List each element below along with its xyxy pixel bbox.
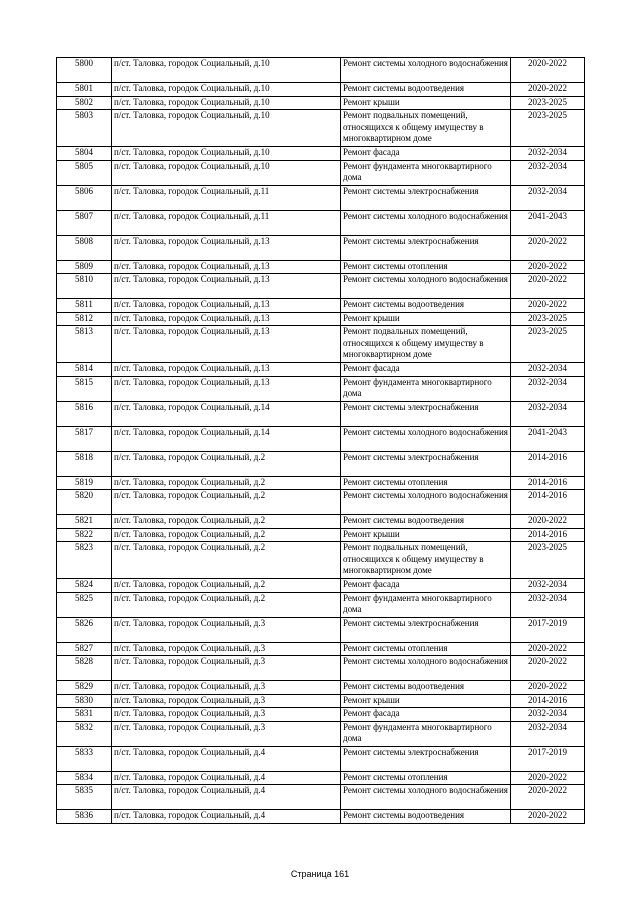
row-number-cell: 5802 (57, 96, 112, 110)
row-number-cell: 5820 (57, 490, 112, 515)
work-type-cell: Ремонт системы электроснабжения (341, 451, 511, 476)
address-cell: п/ст. Таловка, городок Социальный, д.4 (112, 810, 341, 824)
period-cell: 2032-2034 (511, 579, 585, 593)
address-cell: п/ст. Таловка, городок Социальный, д.2 (112, 490, 341, 515)
period-cell: 2032-2034 (511, 376, 585, 401)
row-number-cell: 5833 (57, 746, 112, 771)
period-cell: 2020-2022 (511, 656, 585, 681)
row-number-cell: 5818 (57, 451, 112, 476)
table-row (57, 592, 585, 617)
work-type-cell: Ремонт системы электроснабжения (341, 235, 511, 260)
row-number-cell: 5825 (57, 592, 112, 617)
period-cell: 2014-2016 (511, 528, 585, 542)
row-number-cell: 5829 (57, 681, 112, 695)
work-type-cell: Ремонт системы электроснабжения (341, 185, 511, 210)
table-row (57, 426, 585, 451)
period-cell: 2023-2025 (511, 110, 585, 147)
row-number-cell: 5827 (57, 642, 112, 656)
row-number-cell: 5835 (57, 785, 112, 810)
address-cell: п/ст. Таловка, городок Социальный, д.2 (112, 542, 341, 579)
work-type-cell: Ремонт системы электроснабжения (341, 746, 511, 771)
row-number-cell: 5812 (57, 312, 112, 326)
work-type-cell: Ремонт крыши (341, 312, 511, 326)
period-cell: 2032-2034 (511, 721, 585, 746)
row-number-cell: 5830 (57, 694, 112, 708)
work-type-cell: Ремонт системы холодного водоснабжения (341, 785, 511, 810)
period-cell: 2023-2025 (511, 312, 585, 326)
address-cell: п/ст. Таловка, городок Социальный, д.3 (112, 721, 341, 746)
work-type-cell: Ремонт крыши (341, 96, 511, 110)
work-type-cell: Ремонт подвальных помещений, относящихся к общему имуществу в многоквартирном доме (341, 542, 511, 579)
row-number-cell: 5805 (57, 160, 112, 185)
period-cell: 2014-2016 (511, 476, 585, 490)
row-number-cell: 5819 (57, 476, 112, 490)
table-row (57, 694, 585, 708)
work-type-cell: Ремонт системы отопления (341, 642, 511, 656)
work-type-cell: Ремонт фасада (341, 579, 511, 593)
table-row (57, 528, 585, 542)
address-cell: п/ст. Таловка, городок Социальный, д.10 (112, 160, 341, 185)
table-body (57, 58, 585, 824)
table-row (57, 771, 585, 785)
table-row (57, 274, 585, 299)
address-cell: п/ст. Таловка, городок Социальный, д.10 (112, 96, 341, 110)
address-cell: п/ст. Таловка, городок Социальный, д.11 (112, 185, 341, 210)
period-cell: 2032-2034 (511, 147, 585, 161)
table-row (57, 810, 585, 824)
address-cell: п/ст. Таловка, городок Социальный, д.13 (112, 260, 341, 274)
table-row (57, 83, 585, 97)
table-row (57, 160, 585, 185)
row-number-cell: 5834 (57, 771, 112, 785)
work-type-cell: Ремонт системы водоотведения (341, 515, 511, 529)
table-row (57, 96, 585, 110)
period-cell: 2020-2022 (511, 515, 585, 529)
table-row (57, 312, 585, 326)
row-number-cell: 5814 (57, 363, 112, 377)
work-type-cell: Ремонт фундамента многоквартирного дома (341, 592, 511, 617)
period-cell: 2023-2025 (511, 542, 585, 579)
work-type-cell: Ремонт системы отопления (341, 260, 511, 274)
address-cell: п/ст. Таловка, городок Социальный, д.3 (112, 681, 341, 695)
work-type-cell: Ремонт подвальных помещений, относящихся к общему имуществу в многоквартирном доме (341, 110, 511, 147)
table-row (57, 210, 585, 235)
period-cell: 2020-2022 (511, 260, 585, 274)
period-cell: 2017-2019 (511, 746, 585, 771)
work-type-cell: Ремонт фундамента многоквартирного дома (341, 160, 511, 185)
period-cell: 2014-2016 (511, 490, 585, 515)
row-number-cell: 5807 (57, 210, 112, 235)
row-number-cell: 5813 (57, 326, 112, 363)
work-type-cell: Ремонт системы водоотведения (341, 299, 511, 313)
work-type-cell: Ремонт крыши (341, 694, 511, 708)
period-cell: 2014-2016 (511, 451, 585, 476)
address-cell: п/ст. Таловка, городок Социальный, д.13 (112, 235, 341, 260)
table-row (57, 401, 585, 426)
period-cell: 2023-2025 (511, 326, 585, 363)
table-row (57, 326, 585, 363)
table-row (57, 515, 585, 529)
period-cell: 2020-2022 (511, 681, 585, 695)
table-row (57, 681, 585, 695)
table-row (57, 490, 585, 515)
period-cell: 2020-2022 (511, 810, 585, 824)
work-type-cell: Ремонт системы холодного водоснабжения (341, 490, 511, 515)
work-type-cell: Ремонт системы холодного водоснабжения (341, 656, 511, 681)
address-cell: п/ст. Таловка, городок Социальный, д.13 (112, 299, 341, 313)
address-cell: п/ст. Таловка, городок Социальный, д.13 (112, 326, 341, 363)
work-type-cell: Ремонт крыши (341, 528, 511, 542)
period-cell: 2032-2034 (511, 708, 585, 722)
row-number-cell: 5800 (57, 58, 112, 83)
table-row (57, 363, 585, 377)
address-cell: п/ст. Таловка, городок Социальный, д.13 (112, 363, 341, 377)
period-cell: 2020-2022 (511, 83, 585, 97)
row-number-cell: 5832 (57, 721, 112, 746)
address-cell: п/ст. Таловка, городок Социальный, д.2 (112, 592, 341, 617)
table-row (57, 451, 585, 476)
address-cell: п/ст. Таловка, городок Социальный, д.3 (112, 694, 341, 708)
period-cell: 2041-2043 (511, 426, 585, 451)
address-cell: п/ст. Таловка, городок Социальный, д.4 (112, 771, 341, 785)
period-cell: 2020-2022 (511, 58, 585, 83)
row-number-cell: 5824 (57, 579, 112, 593)
address-cell: п/ст. Таловка, городок Социальный, д.11 (112, 210, 341, 235)
period-cell: 2032-2034 (511, 401, 585, 426)
row-number-cell: 5828 (57, 656, 112, 681)
table-row (57, 110, 585, 147)
row-number-cell: 5823 (57, 542, 112, 579)
address-cell: п/ст. Таловка, городок Социальный, д.10 (112, 110, 341, 147)
work-type-cell: Ремонт системы водоотведения (341, 681, 511, 695)
work-type-cell: Ремонт фундамента многоквартирного дома (341, 721, 511, 746)
row-number-cell: 5808 (57, 235, 112, 260)
row-number-cell: 5804 (57, 147, 112, 161)
period-cell: 2032-2034 (511, 363, 585, 377)
row-number-cell: 5801 (57, 83, 112, 97)
work-type-cell: Ремонт подвальных помещений, относящихся к общему имуществу в многоквартирном доме (341, 326, 511, 363)
address-cell: п/ст. Таловка, городок Социальный, д.2 (112, 476, 341, 490)
row-number-cell: 5826 (57, 617, 112, 642)
address-cell: п/ст. Таловка, городок Социальный, д.2 (112, 451, 341, 476)
work-type-cell: Ремонт системы холодного водоснабжения (341, 210, 511, 235)
table-row (57, 785, 585, 810)
row-number-cell: 5809 (57, 260, 112, 274)
work-type-cell: Ремонт системы холодного водоснабжения (341, 58, 511, 83)
work-type-cell: Ремонт системы отопления (341, 771, 511, 785)
period-cell: 2020-2022 (511, 274, 585, 299)
table-row (57, 721, 585, 746)
address-cell: п/ст. Таловка, городок Социальный, д.2 (112, 579, 341, 593)
work-type-cell: Ремонт системы электроснабжения (341, 401, 511, 426)
row-number-cell: 5821 (57, 515, 112, 529)
address-cell: п/ст. Таловка, городок Социальный, д.13 (112, 274, 341, 299)
address-cell: п/ст. Таловка, городок Социальный, д.14 (112, 401, 341, 426)
table-row (57, 260, 585, 274)
address-cell: п/ст. Таловка, городок Социальный, д.2 (112, 515, 341, 529)
table-row (57, 476, 585, 490)
period-cell: 2020-2022 (511, 235, 585, 260)
period-cell: 2020-2022 (511, 785, 585, 810)
period-cell: 2020-2022 (511, 771, 585, 785)
work-type-cell: Ремонт фасада (341, 147, 511, 161)
address-cell: п/ст. Таловка, городок Социальный, д.3 (112, 642, 341, 656)
period-cell: 2020-2022 (511, 642, 585, 656)
table-row (57, 617, 585, 642)
row-number-cell: 5822 (57, 528, 112, 542)
table-row (57, 642, 585, 656)
work-type-cell: Ремонт фасада (341, 708, 511, 722)
address-cell: п/ст. Таловка, городок Социальный, д.3 (112, 708, 341, 722)
row-number-cell: 5831 (57, 708, 112, 722)
period-cell: 2023-2025 (511, 96, 585, 110)
work-type-cell: Ремонт системы водоотведения (341, 810, 511, 824)
table-row (57, 656, 585, 681)
table-row (57, 579, 585, 593)
table-row (57, 376, 585, 401)
work-type-cell: Ремонт системы водоотведения (341, 83, 511, 97)
period-cell: 2032-2034 (511, 185, 585, 210)
address-cell: п/ст. Таловка, городок Социальный, д.4 (112, 785, 341, 810)
address-cell: п/ст. Таловка, городок Социальный, д.3 (112, 617, 341, 642)
table-row (57, 746, 585, 771)
repair-schedule-table (56, 57, 585, 824)
work-type-cell: Ремонт системы холодного водоснабжения (341, 426, 511, 451)
table-row (57, 542, 585, 579)
address-cell: п/ст. Таловка, городок Социальный, д.10 (112, 83, 341, 97)
row-number-cell: 5836 (57, 810, 112, 824)
address-cell: п/ст. Таловка, городок Социальный, д.10 (112, 147, 341, 161)
period-cell: 2032-2034 (511, 592, 585, 617)
work-type-cell: Ремонт системы отопления (341, 476, 511, 490)
table-row (57, 299, 585, 313)
table-row (57, 185, 585, 210)
address-cell: п/ст. Таловка, городок Социальный, д.4 (112, 746, 341, 771)
table-row (57, 58, 585, 83)
address-cell: п/ст. Таловка, городок Социальный, д.3 (112, 656, 341, 681)
period-cell: 2017-2019 (511, 617, 585, 642)
address-cell: п/ст. Таловка, городок Социальный, д.13 (112, 376, 341, 401)
period-cell: 2020-2022 (511, 299, 585, 313)
row-number-cell: 5806 (57, 185, 112, 210)
row-number-cell: 5811 (57, 299, 112, 313)
table-row (57, 147, 585, 161)
page-footer: Страница 161 (290, 869, 350, 879)
row-number-cell: 5817 (57, 426, 112, 451)
work-type-cell: Ремонт системы электроснабжения (341, 617, 511, 642)
row-number-cell: 5810 (57, 274, 112, 299)
period-cell: 2014-2016 (511, 694, 585, 708)
table-row (57, 708, 585, 722)
address-cell: п/ст. Таловка, городок Социальный, д.2 (112, 528, 341, 542)
work-type-cell: Ремонт фундамента многоквартирного дома (341, 376, 511, 401)
row-number-cell: 5815 (57, 376, 112, 401)
address-cell: п/ст. Таловка, городок Социальный, д.10 (112, 58, 341, 83)
work-type-cell: Ремонт фасада (341, 363, 511, 377)
address-cell: п/ст. Таловка, городок Социальный, д.13 (112, 312, 341, 326)
address-cell: п/ст. Таловка, городок Социальный, д.14 (112, 426, 341, 451)
period-cell: 2041-2043 (511, 210, 585, 235)
work-type-cell: Ремонт системы холодного водоснабжения (341, 274, 511, 299)
period-cell: 2032-2034 (511, 160, 585, 185)
row-number-cell: 5803 (57, 110, 112, 147)
table-row (57, 235, 585, 260)
row-number-cell: 5816 (57, 401, 112, 426)
